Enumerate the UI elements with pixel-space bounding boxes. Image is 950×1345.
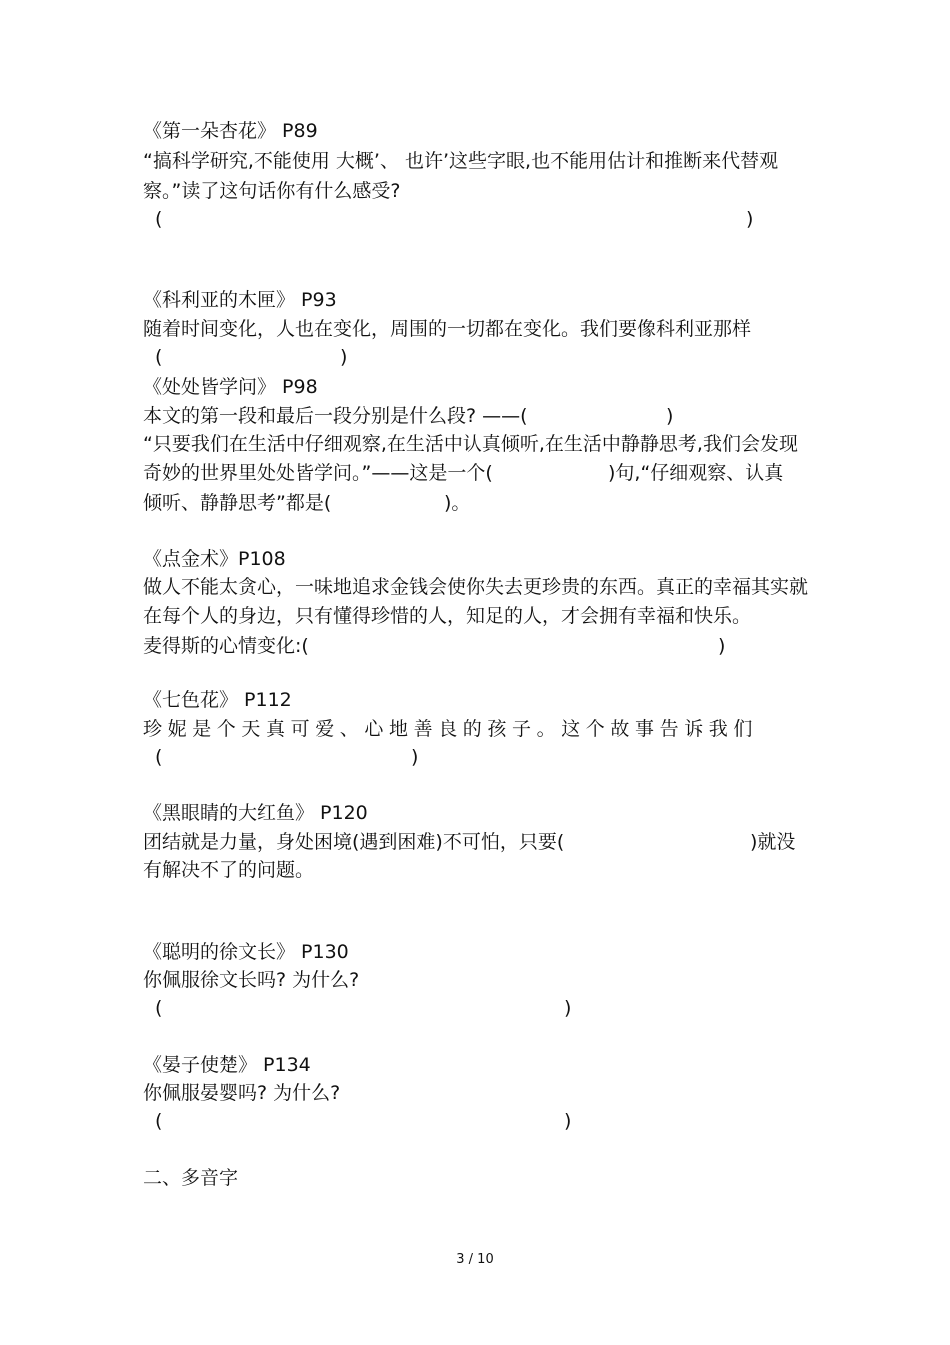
section-title: 《点金术》P108 bbox=[143, 548, 286, 570]
blank-close: ) bbox=[411, 746, 419, 768]
section-title: 《科利亚的木匣》 P93 bbox=[143, 289, 337, 311]
section-text: 随着时间变化，人也在变化，周围的一切都在变化。我们要像科利亚那样 bbox=[143, 318, 752, 340]
blank-close: )就没 bbox=[750, 831, 796, 853]
section-text: 做人不能太贪心，一味地追求金钱会使你失去更珍贵的东西。真正的幸福其实就 bbox=[143, 576, 809, 598]
blank-close: ) bbox=[666, 405, 674, 427]
section-text: 麦得斯的心情变化:( bbox=[143, 635, 309, 657]
section-title: 《晏子使楚》 P134 bbox=[143, 1054, 311, 1076]
section-text: 有解决不了的问题。 bbox=[143, 859, 315, 881]
section-text: 倾听、静静思考”都是( bbox=[143, 492, 332, 514]
section-text: 珍妮是个天真可爱、心地善良的孩子。这个故事告诉我们 bbox=[143, 718, 759, 740]
part-heading: 二、多音字 bbox=[143, 1167, 239, 1189]
blank-close: ) bbox=[564, 1110, 572, 1132]
section-text: 团结就是力量，身处困境(遇到困难)不可怕，只要( bbox=[143, 831, 565, 853]
section-text: 奇妙的世界里处处皆学问。”——这是一个( bbox=[143, 462, 493, 484]
section-title: 《黑眼睛的大红鱼》 P120 bbox=[143, 802, 368, 824]
blank-close: ) bbox=[564, 997, 572, 1019]
blank-close: )。 bbox=[444, 492, 471, 514]
blank-close: ) bbox=[746, 208, 754, 230]
page-number: 3 / 10 bbox=[456, 1252, 494, 1267]
blank-close: ) bbox=[340, 346, 348, 368]
blank-open: ( bbox=[155, 346, 163, 368]
section-text: 本文的第一段和最后一段分别是什么段? ——( bbox=[143, 405, 528, 427]
section-text: 你佩服徐文长吗? 为什么? bbox=[143, 969, 360, 991]
blank-open: ( bbox=[155, 1110, 163, 1132]
blank-open: ( bbox=[155, 997, 163, 1019]
section-title: 《处处皆学问》 P98 bbox=[143, 376, 318, 398]
section-text: 察。”读了这句话你有什么感受? bbox=[143, 180, 401, 202]
section-title: 《聪明的徐文长》 P130 bbox=[143, 941, 349, 963]
section-text: “只要我们在生活中仔细观察,在生活中认真倾听,在生活中静静思考,我们会发现 bbox=[143, 433, 798, 455]
blank-open: ( bbox=[155, 208, 163, 230]
section-title: 《第一朵杏花》 P89 bbox=[143, 120, 318, 142]
blank-open: ( bbox=[155, 746, 163, 768]
section-title: 《七色花》 P112 bbox=[143, 689, 292, 711]
blank-close: )句,“仔细观察、认真 bbox=[608, 462, 784, 484]
blank-close: ) bbox=[718, 635, 726, 657]
section-text: 在每个人的身边，只有懂得珍惜的人，知足的人，才会拥有幸福和快乐。 bbox=[143, 605, 752, 627]
section-text: “搞科学研究,不能使用 大概’、 也许’这些字眼,也不能用估计和推断来代替观 bbox=[143, 150, 779, 172]
section-text: 你佩服晏婴吗? 为什么? bbox=[143, 1082, 341, 1104]
